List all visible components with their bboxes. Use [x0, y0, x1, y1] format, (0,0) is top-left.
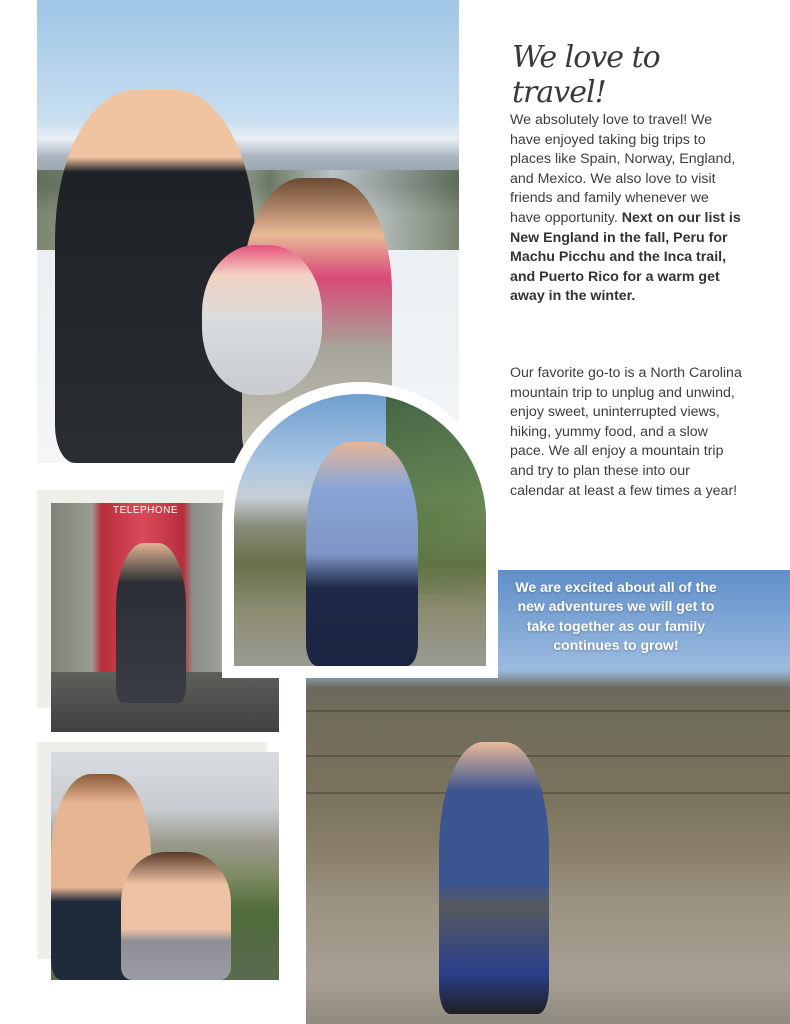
pyramid-step [306, 755, 790, 757]
adventure-caption: We are excited about all of the new adventures we will get to take together as our family continues to grow! [515, 579, 717, 654]
couple-figures [116, 543, 186, 703]
intro-bold-text: Next on our list is New England in the fall, Peru for Machu Picchu and the Inca trail, and Puerto Rico for a warm get away in the winter. [510, 209, 741, 305]
pyramid-step [306, 792, 790, 794]
travel-intro-paragraph [510, 111, 742, 307]
couple-pyramid-figures [439, 742, 549, 1014]
couple-overlook-figures [306, 442, 418, 666]
tower-bridge-selfie-photo [51, 752, 279, 980]
woman-selfie-figure [121, 852, 231, 980]
telephone-sign: TELEPHONE [113, 505, 179, 516]
pyramid-step [306, 710, 790, 712]
intro-text: We absolutely love to travel! We have enjoyed taking big trips to places like Spain, Norway, England, and Mexico. We also love to visit friends and family whenever we have opportunity. [510, 112, 736, 226]
favorite-trip-paragraph: Our favorite go-to is a North Carolina mountain trip to unplug and unwind, enjoy sweet, uninterrupted views, hiking, yummy food, and a slow pace. We all enjoy a mountain trip and try to plan these into our calendar at least a few times a year! [510, 365, 742, 499]
mountain-view-arch-photo [234, 394, 486, 666]
baby-figure [202, 245, 322, 395]
page-heading: We love to travel! [512, 40, 660, 110]
